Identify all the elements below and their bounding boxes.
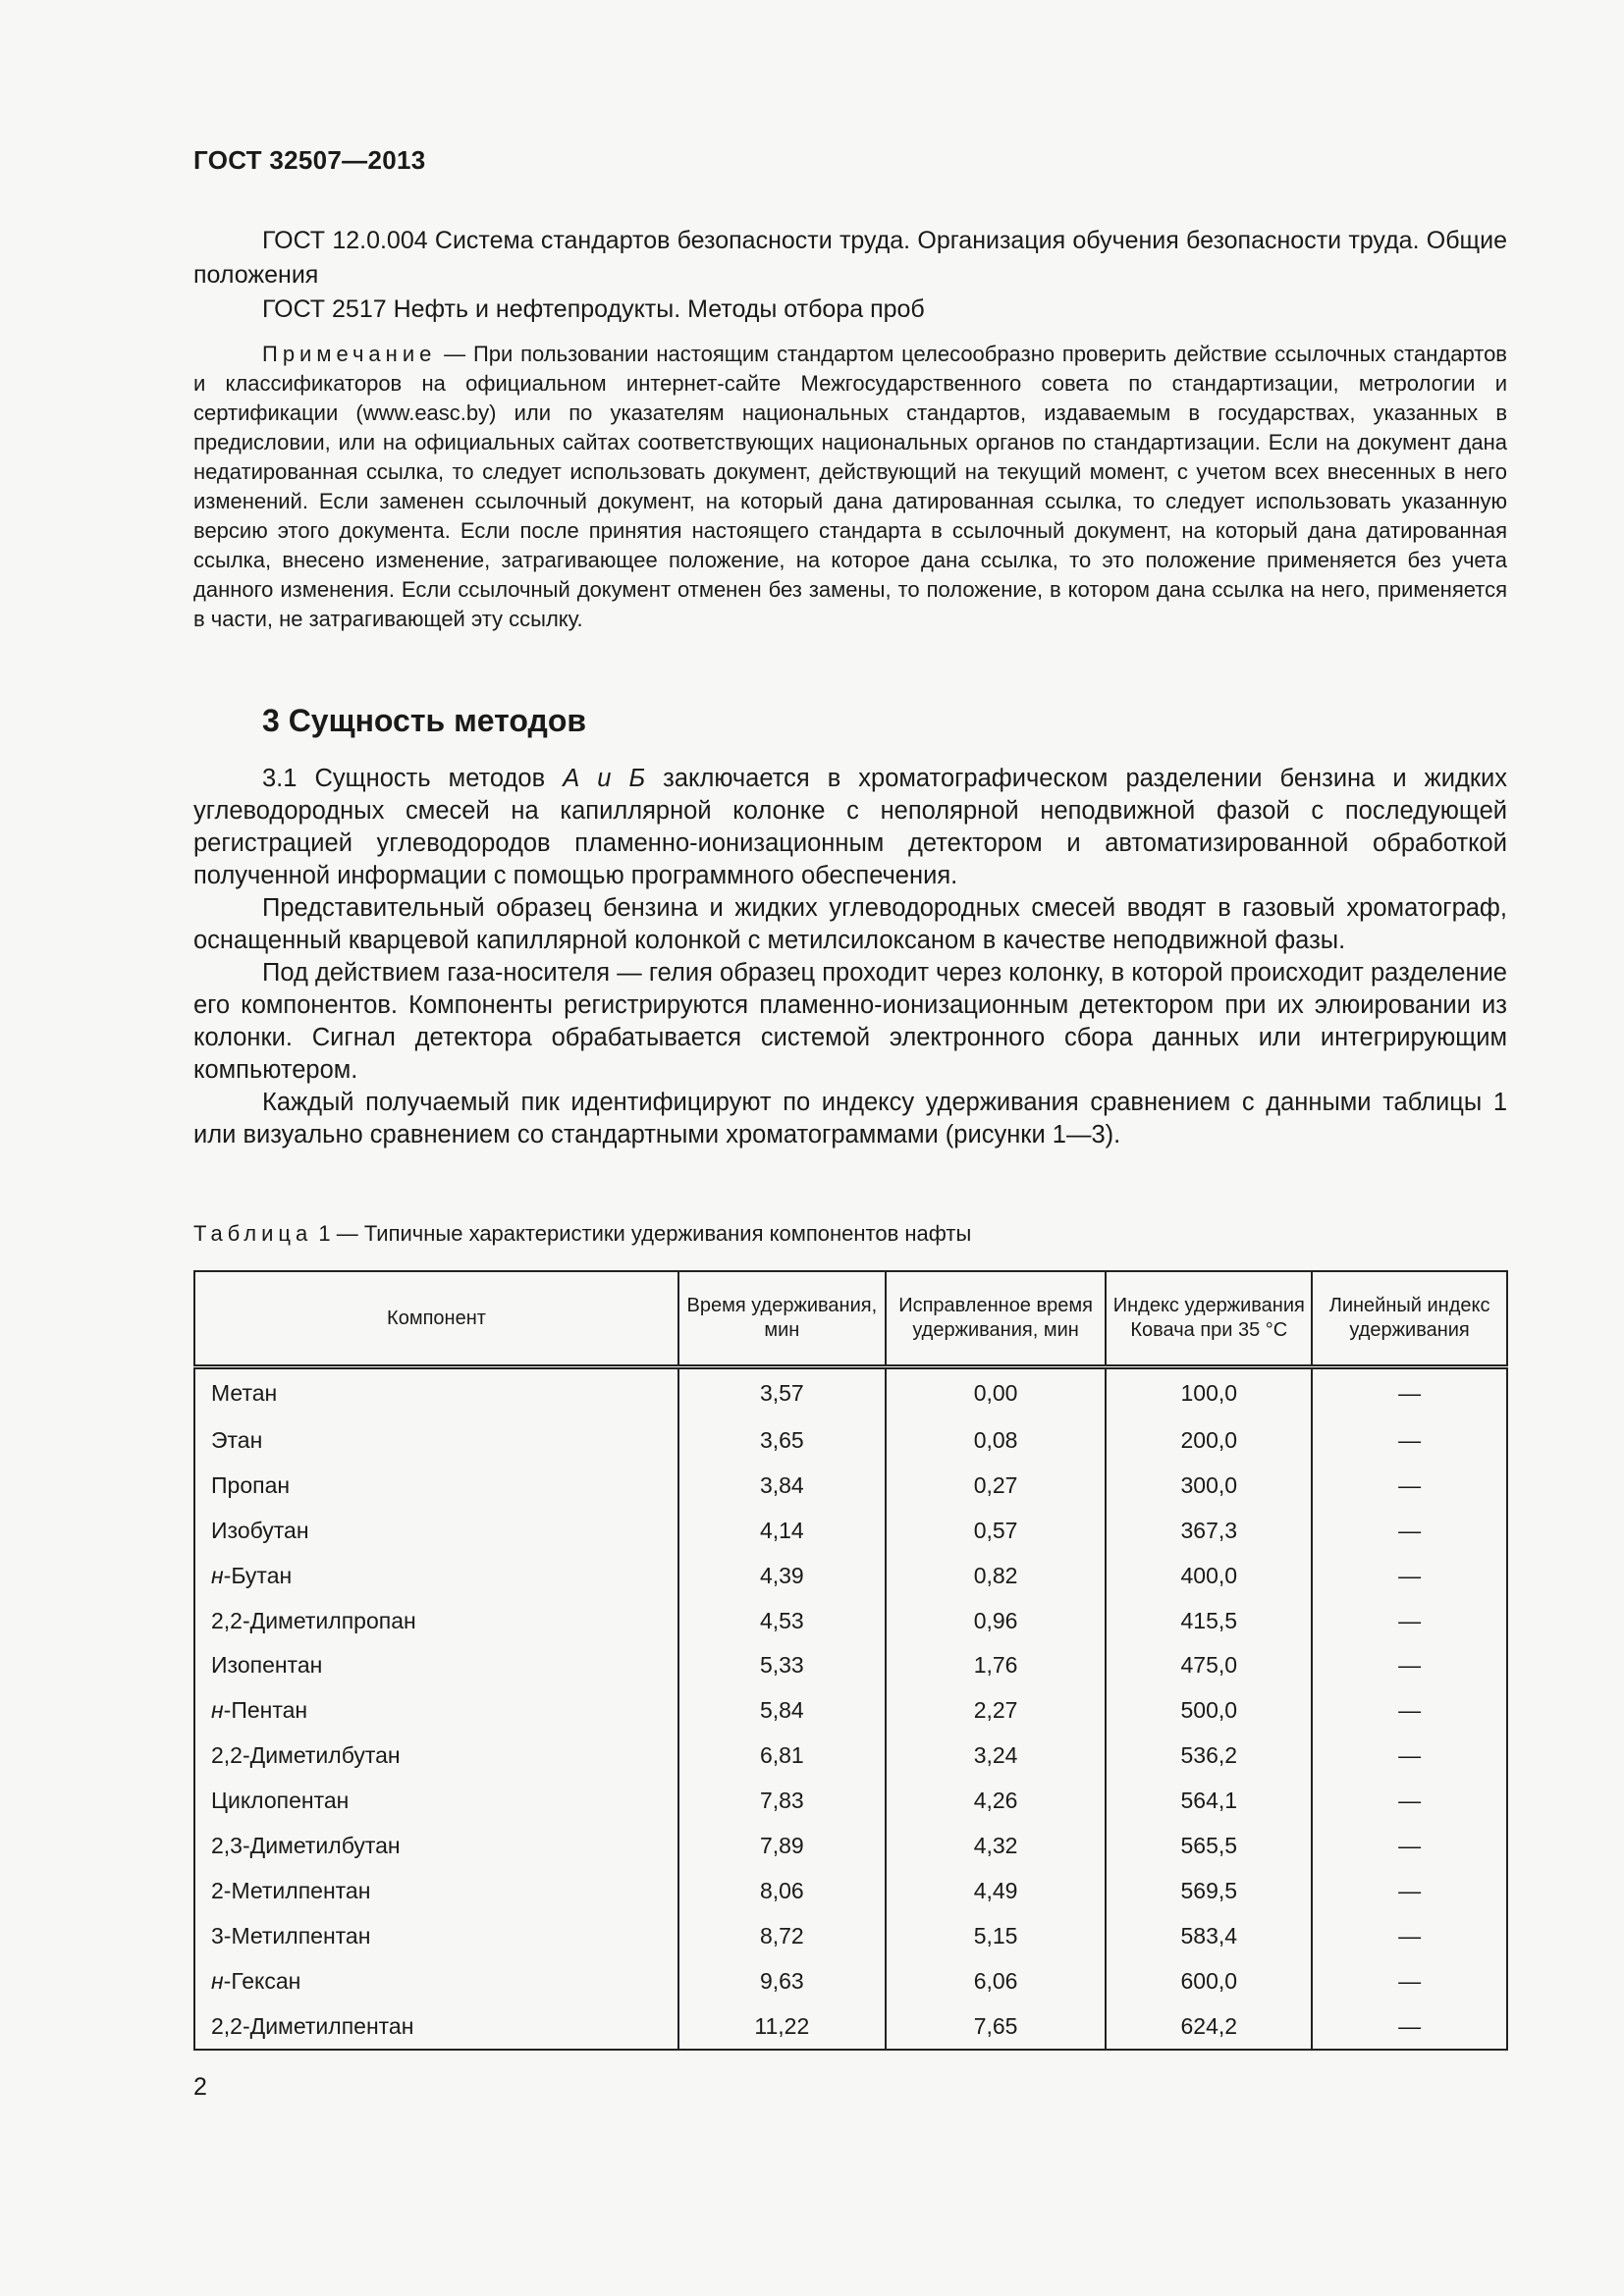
table-row	[194, 1913, 1507, 1958]
component-name: 2,2-Диметилпропан	[211, 1607, 416, 1633]
cell-component	[194, 1779, 678, 1824]
paragraph: Представительный образец бензина и жидких углеводородных смесей вводят в газовый хроматограф, оснащенный кварцевой капиллярной колонкой с метилсилоксаном в качестве неподвижной фазы.	[193, 894, 1507, 954]
cell-component	[194, 1913, 678, 1958]
table-row	[194, 1508, 1507, 1553]
paragraph: Под действием газа-носителя — гелия образец проходит через колонку, в которой происходит разделение его компонентов. Компоненты регистрируются пламенно-ионизационным детектором при их элюировании из колонки. Сигнал детектора обрабатывается системой электронного сбора данных или интегрирующим компьютером.	[193, 959, 1507, 1084]
cell-retention-time: 8,06	[678, 1868, 886, 1913]
cell-corrected-time: 0,08	[886, 1418, 1107, 1464]
table-row	[194, 1868, 1507, 1913]
reference-item: ГОСТ 2517 Нефть и нефтепродукты. Методы отбора проб	[262, 295, 925, 323]
cell-corrected-time: 6,06	[886, 1958, 1107, 2003]
cell-component	[194, 1868, 678, 1913]
cell-linear-index: —	[1312, 1508, 1507, 1553]
section-body	[193, 763, 1507, 1151]
cell-component	[194, 1598, 678, 1643]
cell-retention-time: 7,83	[678, 1779, 886, 1824]
cell-kovats-index: 583,4	[1106, 1913, 1312, 1958]
table-row	[194, 1734, 1507, 1779]
table-row	[194, 1553, 1507, 1598]
cell-retention-time: 9,63	[678, 1958, 886, 2003]
cell-retention-time: 3,65	[678, 1418, 886, 1464]
cell-component	[194, 1958, 678, 2003]
cell-kovats-index: 300,0	[1106, 1463, 1312, 1508]
cell-kovats-index: 565,5	[1106, 1824, 1312, 1869]
table-row	[194, 1418, 1507, 1464]
cell-kovats-index: 624,2	[1106, 2003, 1312, 2050]
cell-linear-index: —	[1312, 1643, 1507, 1688]
cell-component	[194, 1508, 678, 1553]
cell-kovats-index: 600,0	[1106, 1958, 1312, 2003]
table-row	[194, 1958, 1507, 2003]
cell-corrected-time: 0,82	[886, 1553, 1107, 1598]
table-row	[194, 1367, 1507, 1418]
cell-kovats-index: 100,0	[1106, 1367, 1312, 1418]
cell-retention-time: 4,14	[678, 1508, 886, 1553]
cell-retention-time: 11,22	[678, 2003, 886, 2050]
cell-kovats-index: 569,5	[1106, 1868, 1312, 1913]
cell-component	[194, 1367, 678, 1418]
paragraph-text: 3.1 Сущность методов	[262, 765, 564, 792]
note-paragraph	[193, 340, 1507, 634]
note-label: Примечание	[262, 342, 437, 366]
cell-retention-time: 8,72	[678, 1913, 886, 1958]
column-header-retention-time: Время удерживания, мин	[678, 1271, 886, 1367]
column-header-linear-index: Линейный индекс удерживания	[1312, 1271, 1507, 1367]
table-header-row	[194, 1271, 1507, 1367]
cell-corrected-time: 0,96	[886, 1598, 1107, 1643]
cell-linear-index: —	[1312, 1418, 1507, 1464]
cell-component	[194, 1824, 678, 1869]
component-name: Этан	[211, 1426, 263, 1453]
column-header-component: Компонент	[194, 1271, 678, 1367]
table-row	[194, 1643, 1507, 1688]
page-number: 2	[193, 2073, 207, 2101]
table-caption	[193, 1221, 971, 1247]
table-row	[194, 2003, 1507, 2050]
isomer-prefix: н	[211, 1697, 224, 1724]
cell-retention-time: 3,57	[678, 1367, 886, 1418]
component-name: Изобутан	[211, 1517, 309, 1543]
paragraph: Каждый получаемый пик идентифицируют по индексу удерживания сравнением с данными таблицы 1 или визуально сравнением со стандартными хроматограммами (рисунки 1—3).	[193, 1089, 1507, 1148]
cell-linear-index: —	[1312, 1868, 1507, 1913]
cell-corrected-time: 3,24	[886, 1734, 1107, 1779]
methods-name: А и Б	[563, 765, 646, 792]
cell-kovats-index: 500,0	[1106, 1688, 1312, 1734]
cell-linear-index: —	[1312, 1913, 1507, 1958]
component-name: Циклопентан	[211, 1788, 350, 1814]
retention-table	[193, 1270, 1508, 2051]
table-caption-text: 1 — Типичные характеристики удерживания компонентов нафты	[312, 1221, 972, 1246]
cell-linear-index: —	[1312, 1958, 1507, 2003]
component-name: Изопентан	[211, 1652, 323, 1679]
cell-corrected-time: 0,00	[886, 1367, 1107, 1418]
component-name: -Пентан	[223, 1697, 308, 1724]
cell-kovats-index: 536,2	[1106, 1734, 1312, 1779]
component-name: Метан	[211, 1380, 278, 1407]
cell-corrected-time: 0,27	[886, 1463, 1107, 1508]
cell-kovats-index: 475,0	[1106, 1643, 1312, 1688]
cell-component	[194, 1734, 678, 1779]
cell-corrected-time: 1,76	[886, 1643, 1107, 1688]
component-name: 3-Метилпентан	[211, 1922, 371, 1949]
table-row	[194, 1463, 1507, 1508]
column-header-kovats-index: Индекс удерживания Ковача при 35 °С	[1106, 1271, 1312, 1367]
cell-linear-index: —	[1312, 1553, 1507, 1598]
cell-kovats-index: 367,3	[1106, 1508, 1312, 1553]
isomer-prefix: н	[211, 1562, 224, 1588]
table-row	[194, 1598, 1507, 1643]
cell-kovats-index: 415,5	[1106, 1598, 1312, 1643]
cell-corrected-time: 4,26	[886, 1779, 1107, 1824]
cell-linear-index: —	[1312, 1598, 1507, 1643]
cell-retention-time: 6,81	[678, 1734, 886, 1779]
cell-corrected-time: 4,49	[886, 1868, 1107, 1913]
cell-component	[194, 1688, 678, 1734]
cell-component	[194, 1553, 678, 1598]
cell-kovats-index: 200,0	[1106, 1418, 1312, 1464]
component-name: -Бутан	[223, 1562, 293, 1588]
cell-linear-index: —	[1312, 1824, 1507, 1869]
cell-linear-index: —	[1312, 1734, 1507, 1779]
cell-linear-index: —	[1312, 1463, 1507, 1508]
cell-kovats-index: 564,1	[1106, 1779, 1312, 1824]
section-title: 3 Сущность методов	[262, 703, 587, 738]
table-row	[194, 1779, 1507, 1824]
paragraph-text: заключается в хроматографическом разделении бензина и жидких углеводородных смесей на капиллярной колонке с неполярной неподвижной фазой с последующей регистрацией углеводородов пламенно-ионизационным детектором и автоматизированной обработкой полученной информации с помощью программного обеспечения.	[193, 765, 1507, 889]
note-text: — При пользовании настоящим стандартом целесообразно проверить действие ссылочных стандартов и классификаторов на официальном интернет-сайте Межгосударственного совета по стандартизации, метрологии и сертификации (www.easc.by) или по указателям национальных стандартов, издаваемым в государствах, указанных в предисловии, или на официальных сайтах соответствующих национальных органов по стандартизации. Если на документ дана недатированная ссылка, то следует использовать документ, действующий на текущий момент, с учетом всех внесенных в него изменений. Если заменен ссылочный документ, на который дана датированная ссылка, то следует использовать указанную версию этого документа. Если после принятия настоящего стандарта в ссылочный документ, на который дана датированная ссылка, внесено изменение, затрагивающее положение, на которое дана ссылка, то это положение применяется без учета данного изменения. Если ссылочный документ отменен без замены, то положение, в котором дана ссылка на него, применяется в части, не затрагивающей эту ссылку.	[193, 342, 1507, 631]
cell-component	[194, 2003, 678, 2050]
cell-corrected-time: 4,32	[886, 1824, 1107, 1869]
normative-references	[193, 224, 1507, 327]
column-header-corrected-time: Исправленное время удерживания, мин	[886, 1271, 1107, 1367]
cell-corrected-time: 7,65	[886, 2003, 1107, 2050]
component-name: 2,2-Диметилбутан	[211, 1742, 401, 1769]
isomer-prefix: н	[211, 1967, 224, 1994]
cell-retention-time: 4,39	[678, 1553, 886, 1598]
component-name: -Гексан	[223, 1967, 301, 1994]
cell-linear-index: —	[1312, 1367, 1507, 1418]
document-header: ГОСТ 32507—2013	[193, 145, 426, 175]
component-name: 2,3-Диметилбутан	[211, 1832, 401, 1858]
cell-component	[194, 1643, 678, 1688]
cell-linear-index: —	[1312, 1688, 1507, 1734]
cell-linear-index: —	[1312, 1779, 1507, 1824]
cell-linear-index: —	[1312, 2003, 1507, 2050]
table-caption-label: Таблица	[193, 1221, 313, 1246]
cell-corrected-time: 2,27	[886, 1688, 1107, 1734]
table-row	[194, 1688, 1507, 1734]
component-name: 2-Метилпентан	[211, 1877, 371, 1903]
component-name: Пропан	[211, 1471, 291, 1498]
cell-corrected-time: 0,57	[886, 1508, 1107, 1553]
paragraph	[193, 763, 1507, 892]
cell-retention-time: 4,53	[678, 1598, 886, 1643]
component-name: 2,2-Диметилпентан	[211, 2012, 414, 2039]
reference-item: ГОСТ 12.0.004 Система стандартов безопасности труда. Организация обучения безопасности труда. Общие положения	[193, 227, 1507, 289]
cell-retention-time: 3,84	[678, 1463, 886, 1508]
cell-component	[194, 1463, 678, 1508]
cell-corrected-time: 5,15	[886, 1913, 1107, 1958]
table-row	[194, 1824, 1507, 1869]
cell-kovats-index: 400,0	[1106, 1553, 1312, 1598]
cell-component	[194, 1418, 678, 1464]
cell-retention-time: 5,84	[678, 1688, 886, 1734]
cell-retention-time: 5,33	[678, 1643, 886, 1688]
cell-retention-time: 7,89	[678, 1824, 886, 1869]
